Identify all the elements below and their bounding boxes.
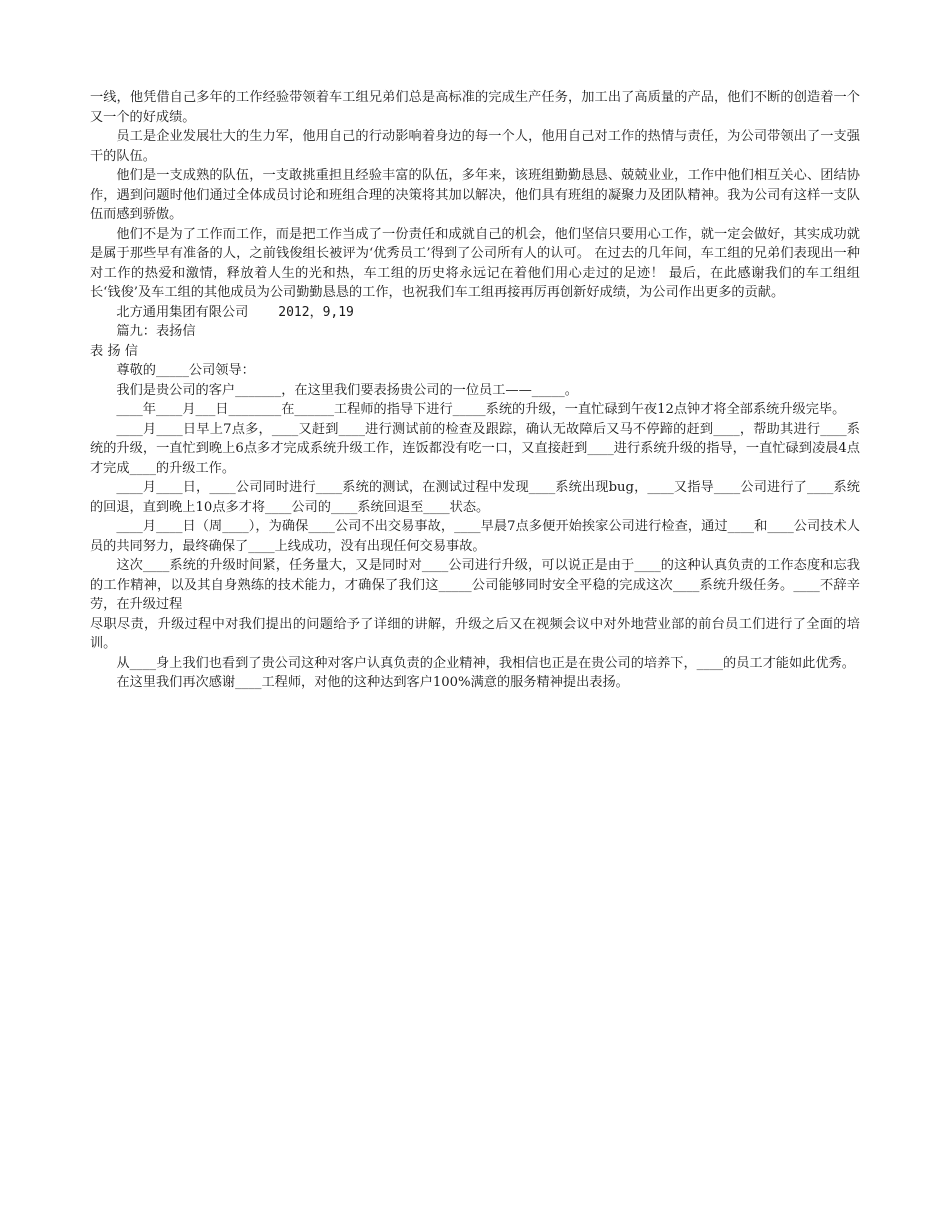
letter-paragraph: 我们是贵公司的客户_______，在这里我们要表扬贵公司的一位员工——_____。 [116,382,578,398]
letter-paragraph: 从____身上我们也看到了贵公司这种对客户认真负责的企业精神，我相信也正是在贵公司的培养下，____的员工才能如此优秀。 [116,655,855,671]
document-body [90,88,860,693]
letter-greeting: 尊敬的_____公司领导： [116,363,255,378]
letter-paragraph: ____月____日，____公司同时进行____系统的测试，在测试过程中发现____系统出现bug，____又指导____公司进行了____系统的回退，直到晚上10点多才将____公司的____系统回退至____状态。 [90,480,860,515]
signature-company: 北方通用集团有限公司 [116,304,249,320]
letter-paragraph: ____年____月___日________在______工程师的指导下进行_____系统的升级，一直忙碌到午夜12点钟才将全部系统升级完毕。 [116,402,846,417]
paragraph: 他们是一支成熟的队伍，一支敢挑重担且经验丰富的队伍，多年来，该班组勤勤恳恳、兢兢业业，工作中他们相互关心、团结协作，遇到问题时他们通过全体成员讨论和班组合理的决策将其加以解决，他们具有班组的凝聚力及团队精神。我为公司有这样一支队伍而感到骄傲。 [90,168,860,222]
section-heading: 篇九：表扬信 [116,324,196,339]
letter-paragraph: ____月____日（周____），为确保____公司不出交易事故，____早晨7点多便开始挨家公司进行检查，通过____和____公司技术人员的共同努力，最终确保了____上线成功，没有出现任何交易事故。 [90,519,860,554]
signature-line [90,303,860,323]
letter-title: 表 扬 信 [90,343,138,359]
letter-paragraph: 在这里我们再次感谢____工程师，对他的这种达到客户100%满意的服务精神提出表扬。 [116,675,629,690]
paragraph: 他们不是为了工作而工作，而是把工作当成了一份责任和成就自己的机会，他们坚信只要用心工作，就一定会做好，其实成功就是属于那些早有准备的人，之前钱俊组长被评为‘优秀员工’得到了公司所有人的认可。 在过去的几年间，车工组的兄弟们表现出一种对工作的热爱和激情，释放着人生的光和热，车工组的历史将永远记在着他们用心走过的足迹！ 最后，在此感谢我们的车工组组长‘钱俊’及车工组的其他成员为公司勤勤恳恳的工作，也祝我们车工组再接再厉再创新好成绩，为公司作出更多的贡献。 [90,226,860,300]
paragraph: 员工是企业发展壮大的生力军，他用自己的行动影响着身边的每一个人，他用自己对工作的热情与责任，为公司带领出了一支强干的队伍。 [90,129,860,164]
signature-date: 2012，9,19 [278,304,354,320]
letter-paragraph: 这次____系统的升级时间紧，任务量大，又是同时对____公司进行升级，可以说正是由于____的这种认真负责的工作态度和忘我的工作精神，以及其自身熟练的技术能力，才确保了我们这_____公司能够同时安全平稳的完成这次____系统升级任务。____不辞辛劳，在升级过程 [90,558,860,612]
letter-paragraph: ____月____日早上7点多，____又赶到____进行测试前的检查及跟踪，确认无故障后又马不停蹄的赶到____，帮助其进行____系统的升级，一直忙到晚上6点多才完成系统升级工作，连饭都没有吃一口，又直接赶到____进行系统升级的指导，一直忙碌到凌晨4点才完成____的升级工作。 [90,421,860,476]
paragraph: 一线，他凭借自己多年的工作经验带领着车工组兄弟们总是高标准的完成生产任务，加工出了高质量的产品，他们不断的创造着一个又一个的好成绩。 [90,90,860,125]
letter-paragraph: 尽职尽责，升级过程中对我们提出的问题给予了详细的讲解，升级之后又在视频会议中对外地营业部的前台员工们进行了全面的培训。 [90,616,860,651]
